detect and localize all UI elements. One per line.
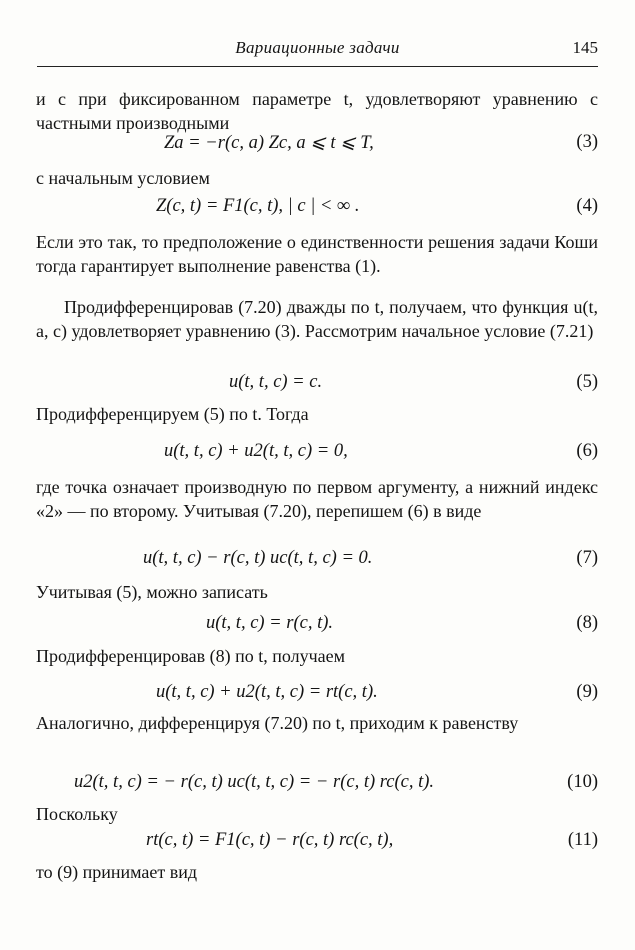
equation-4-number: (4) — [576, 196, 598, 216]
equation-10 — [36, 772, 598, 800]
equation-7-formula: u(t, t, c) − r(c, t) uc(t, t, c) = 0. — [143, 548, 373, 568]
running-header — [37, 38, 598, 60]
paragraph-6 — [36, 476, 598, 523]
paragraph-8 — [36, 645, 598, 669]
equation-9 — [36, 682, 598, 710]
page-number: 145 — [572, 38, 598, 57]
equation-3 — [36, 132, 598, 160]
running-title: Вариационные задачи — [235, 38, 400, 57]
equation-6-formula: u(t, t, c) + u2(t, t, c) = 0, — [164, 441, 348, 461]
equation-8-number: (8) — [576, 613, 598, 633]
paragraph-5 — [36, 403, 598, 427]
equation-5 — [36, 372, 598, 400]
paragraph-7 — [36, 581, 598, 605]
equation-11-formula: rt(c, t) = F1(c, t) − r(c, t) rc(c, t), — [146, 830, 394, 850]
equation-10-formula: u2(t, t, c) = − r(c, t) uc(t, t, c) = − r(c, t) rc(c, t). — [74, 772, 435, 792]
paragraph-8-text: Продифференцировав (8) по t, получаем — [36, 646, 346, 666]
paragraph-11-text: то (9) принимает вид — [36, 862, 198, 882]
equation-11-number: (11) — [567, 830, 598, 850]
paragraph-5-text: Продифференцируем (5) по t. Тогда — [36, 404, 309, 424]
paragraph-3-text: Если это так, то предположение о единственности решения задачи Коши тогда гарантирует выполнение равенства (1). — [36, 232, 598, 276]
equation-5-formula: u(t, t, c) = c. — [229, 372, 323, 392]
equation-6-number: (6) — [576, 441, 598, 461]
paragraph-1-text: и c при фиксированном параметре t, удовлетворяют уравнению с частными производными — [36, 89, 598, 133]
equation-6 — [36, 441, 598, 469]
paragraph-1 — [36, 88, 598, 135]
equation-4 — [36, 196, 598, 224]
equation-5-number: (5) — [576, 372, 598, 392]
paragraph-4 — [36, 296, 598, 343]
paragraph-10-text: Поскольку — [36, 804, 118, 824]
equation-10-number: (10) — [567, 772, 598, 792]
equation-11 — [36, 830, 598, 858]
equation-7-number: (7) — [576, 548, 598, 568]
paragraph-4-text: Продифференцировав (7.20) дважды по t, получаем, что функция u(t, a, c) удовлетворяет уравнению (3). Рассмотрим начальное условие (7.21) — [36, 297, 598, 341]
equation-9-number: (9) — [576, 682, 598, 702]
paragraph-11 — [36, 861, 598, 885]
equation-9-formula: u(t, t, c) + u2(t, t, c) = rt(c, t). — [156, 682, 378, 702]
paragraph-6-text: где точка означает производную по первом аргументу, а нижний индекс «2» — по второму. Учитывая (7.20), перепишем (6) в виде — [36, 477, 598, 521]
equation-7 — [36, 548, 598, 576]
equation-3-number: (3) — [576, 132, 598, 152]
paragraph-3 — [36, 231, 598, 278]
paragraph-2 — [36, 167, 598, 191]
paragraph-9 — [36, 712, 598, 736]
equation-4-formula: Z(c, t) = F1(c, t), | c | < ∞ . — [156, 196, 360, 216]
equation-3-formula: Za = −r(c, a) Zc, a ⩽ t ⩽ T, — [164, 133, 374, 153]
equation-8 — [36, 613, 598, 641]
paragraph-7-text: Учитывая (5), можно записать — [36, 582, 268, 602]
paragraph-10 — [36, 803, 598, 827]
header-rule — [37, 66, 598, 67]
paragraph-9-text: Аналогично, дифференцируя (7.20) по t, приходим к равенству — [36, 713, 519, 733]
equation-8-formula: u(t, t, c) = r(c, t). — [206, 613, 334, 633]
paragraph-2-text: с начальным условием — [36, 168, 210, 188]
